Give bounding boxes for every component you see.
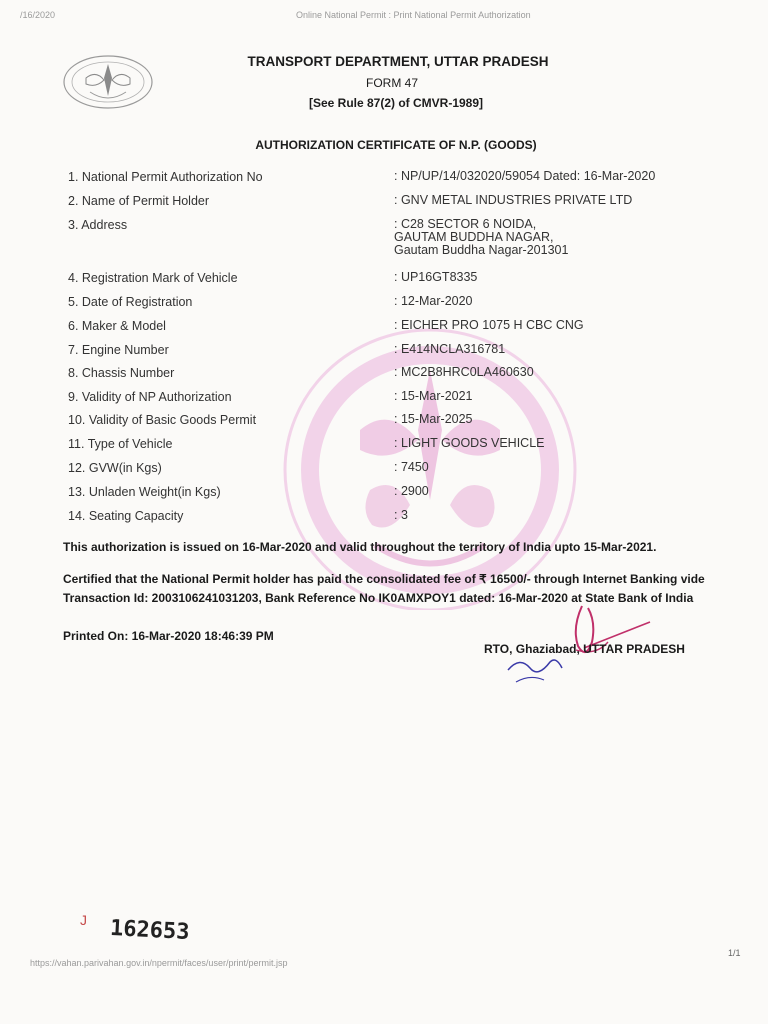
field-value: : 3 (394, 508, 408, 522)
field-label: 5. Date of Registration (68, 295, 193, 309)
printed-on: Printed On: 16-Mar-2020 18:46:39 PM (63, 629, 274, 643)
field-row (68, 343, 708, 363)
field-row (68, 217, 708, 257)
field-value: : 15-Mar-2025 (394, 412, 473, 426)
footer-url: https://vahan.parivahan.gov.in/npermit/faces/user/print/permit.jsp (30, 958, 288, 968)
field-row (68, 390, 708, 410)
authorization-statement: This authorization is issued on 16-Mar-2020 and valid throughout the territory of India upto 15-Mar-2021. (63, 540, 657, 554)
field-label: 11. Type of Vehicle (68, 437, 173, 451)
field-label: 6. Maker & Model (68, 319, 166, 333)
field-label: 8. Chassis Number (68, 366, 175, 380)
field-value: : MC2B8HRC0LA460630 (394, 365, 534, 379)
fee-certification: Certified that the National Permit holder has paid the consolidated fee of ₹ 16500/- through Internet Banking vide Transaction Id: 2003106241031203, Bank Reference No IK0AMXPOY1 dated: 16-Mar-2020 at State Bank of India (63, 572, 705, 605)
field-label: 2. Name of Permit Holder (68, 194, 210, 208)
field-row (68, 319, 708, 339)
field-label: 13. Unladen Weight(in Kgs) (68, 485, 221, 499)
field-value: : 12-Mar-2020 (394, 294, 473, 308)
field-label: 7. Engine Number (68, 343, 169, 357)
stamp-letter: J (80, 912, 87, 928)
field-row (68, 461, 708, 481)
field-value: : 7450 (394, 460, 429, 474)
field-label: 14. Seating Capacity (68, 509, 184, 523)
field-label: 9. Validity of NP Authorization (68, 390, 232, 404)
field-value: : LIGHT GOODS VEHICLE (394, 436, 545, 450)
field-value: : UP16GT8335 (394, 270, 478, 284)
field-value: : C28 SECTOR 6 NOIDA, GAUTAM BUDDHA NAGAR, Gautam Buddha Nagar-201301 (394, 217, 569, 257)
department-title: TRANSPORT DEPARTMENT, UTTAR PRADESH (247, 54, 549, 69)
field-row (68, 194, 708, 214)
signatory-designation: RTO, Ghaziabad, UTTAR PRADESH (484, 642, 685, 656)
certificate-title: AUTHORIZATION CERTIFICATE OF N.P. (GOODS) (255, 138, 537, 152)
field-row (68, 366, 708, 386)
field-value: : 15-Mar-2021 (394, 389, 473, 403)
field-row (68, 413, 708, 433)
field-label: 10. Validity of Basic Goods Permit (68, 413, 257, 427)
field-row (68, 295, 708, 315)
stamp-number: 162653 (109, 915, 191, 946)
field-label: 4. Registration Mark of Vehicle (68, 271, 238, 285)
field-row (68, 271, 708, 291)
page-number: 1/1 (728, 948, 741, 958)
field-label: 3. Address (68, 218, 128, 232)
field-row (68, 437, 708, 457)
field-value: : GNV METAL INDUSTRIES PRIVATE LTD (394, 193, 633, 207)
form-number: FORM 47 (365, 76, 418, 90)
field-row (68, 509, 708, 529)
field-label: 12. GVW(in Kgs) (68, 461, 162, 475)
field-label: 1. National Permit Authorization No (68, 170, 263, 184)
field-row (68, 170, 708, 190)
field-value: : EICHER PRO 1075 H CBC CNG (394, 318, 584, 332)
field-value: : 2900 (394, 484, 429, 498)
rule-reference: [See Rule 87(2) of CMVR-1989] (308, 96, 484, 110)
browser-page-title: Online National Permit : Print National Permit Authorization (296, 10, 531, 20)
print-date: /16/2020 (20, 10, 56, 20)
field-value: : E414NCLA316781 (394, 342, 506, 356)
field-value: : NP/UP/14/032020/59054 Dated: 16-Mar-2020 (394, 169, 656, 183)
field-row (68, 485, 708, 505)
